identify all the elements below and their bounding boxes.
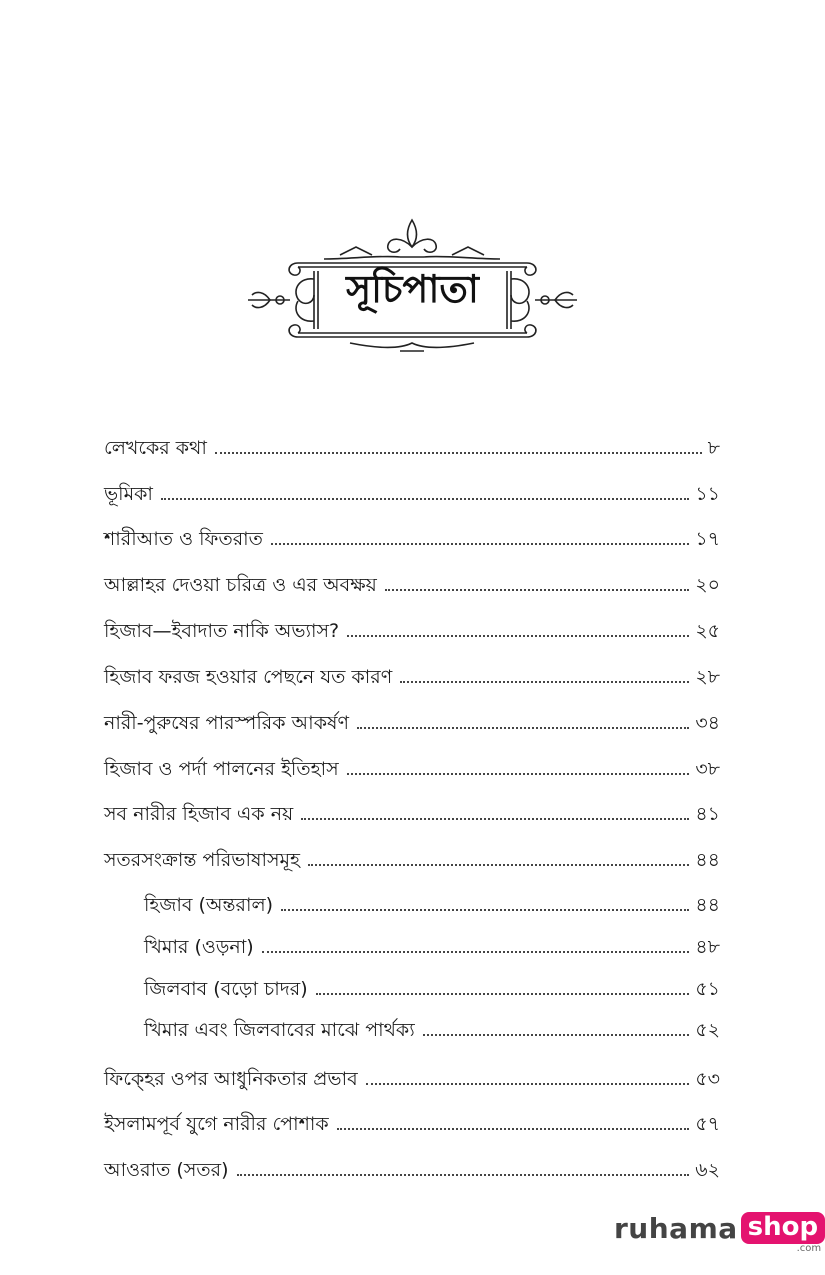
- toc-entry-title: আওরাত (সতর): [104, 1159, 229, 1181]
- toc-entry: [104, 657, 720, 689]
- logo-name: ruhama: [614, 1212, 738, 1245]
- toc-entry-page: ২৫: [695, 620, 720, 642]
- toc-entry-page: ১১: [695, 483, 720, 505]
- toc-entry: [104, 611, 720, 643]
- toc-entry: [104, 519, 720, 551]
- toc-entry-page: ৫১: [695, 978, 720, 1000]
- toc-entry-title: খিমার (ওড়না): [144, 936, 254, 958]
- dot-leader: [347, 773, 690, 775]
- toc-entry-title: হিজাব—ইবাদাত নাকি অভ্যাস?: [104, 620, 340, 642]
- dot-leader: [237, 1174, 690, 1176]
- toc-entry: [104, 565, 720, 597]
- toc-entry-title: ভূমিকা: [104, 483, 153, 505]
- dot-leader: [271, 543, 689, 545]
- toc-entry: [104, 794, 720, 826]
- toc-entry-page: ২০: [695, 574, 720, 596]
- toc-entry: [104, 1059, 720, 1091]
- toc-subentry: [144, 927, 720, 959]
- toc-subentry: [144, 969, 720, 1001]
- toc-entry: [104, 428, 720, 460]
- title-ornament-frame: [240, 215, 585, 360]
- toc-entry-title: হিজাব ফরজ হওয়ার পেছনে যত কারণ: [104, 666, 393, 688]
- toc-entry: [104, 703, 720, 735]
- dot-leader: [281, 909, 689, 911]
- dot-leader: [215, 452, 702, 454]
- dot-leader: [262, 951, 690, 953]
- dot-leader: [301, 818, 689, 820]
- toc-entry-title: জিলবাব (বড়ো চাদর): [144, 978, 308, 1000]
- toc-entry-page: ৫২: [695, 1019, 720, 1041]
- toc-entry-page: ৫৩: [695, 1068, 720, 1090]
- dot-leader: [308, 864, 689, 866]
- toc-entry-page: ৬২: [695, 1159, 720, 1181]
- dot-leader: [385, 589, 689, 591]
- toc-subentry: [144, 1010, 720, 1042]
- toc-entry-title: হিজাব (অন্তরাল): [144, 894, 274, 916]
- toc-entry-title: খিমার এবং জিলবাবের মাঝে পার্থক্য: [144, 1019, 415, 1041]
- toc-entry-title: লেখকের কথা: [104, 437, 207, 459]
- dot-leader: [347, 635, 689, 637]
- toc-entry-title: হিজাব ও পর্দা পালনের ইতিহাস: [104, 758, 339, 780]
- toc-entry-page: ৩৮: [695, 758, 720, 780]
- dot-leader: [366, 1083, 690, 1085]
- toc-entry-page: ৪৪: [695, 849, 720, 871]
- toc-entry-page: ৪৪: [695, 894, 720, 916]
- logo-badge: [741, 1212, 825, 1254]
- toc-entry-title: নারী-পুরুষের পারস্পরিক আকর্ষণ: [104, 712, 349, 734]
- toc-entry: [104, 474, 720, 506]
- toc-entry: [104, 1150, 720, 1182]
- dot-leader: [161, 498, 689, 500]
- toc-entry: [104, 749, 720, 781]
- toc-entry-page: ২৮: [695, 666, 720, 688]
- dot-leader: [400, 681, 689, 683]
- toc-entry-title: আল্লাহর দেওয়া চরিত্র ও এর অবক্ষয়: [104, 574, 377, 596]
- toc-entry-page: ৪৮: [695, 936, 720, 958]
- toc-entry-title: সতরসংক্রান্ত পরিভাষাসমূহ: [104, 849, 301, 871]
- toc-entry: [104, 1104, 720, 1136]
- dot-leader: [357, 727, 689, 729]
- toc-entry-page: ৫৭: [695, 1113, 720, 1135]
- toc-entry-page: ৪১: [695, 803, 720, 825]
- toc-entry-page: ১৭: [695, 528, 720, 550]
- dot-leader: [337, 1128, 690, 1130]
- page-title: সূচিপাতা: [346, 265, 479, 311]
- toc-entry-page: ৩৪: [695, 712, 720, 734]
- logo-shop-text: shop: [741, 1212, 825, 1244]
- toc-entry-title: ইসলামপূর্ব যুগে নারীর পোশাক: [104, 1113, 329, 1135]
- logo-domain: .com: [796, 1243, 822, 1254]
- toc-entry: [104, 840, 720, 872]
- dot-leader: [316, 993, 690, 995]
- watermark-logo: [614, 1212, 825, 1262]
- toc-subentry: [144, 885, 720, 917]
- toc-entry-page: ৮: [707, 437, 720, 459]
- toc-entry-title: ফিক্হের ওপর আধুনিকতার প্রভাব: [104, 1068, 358, 1090]
- toc-entry-title: শারীআত ও ফিতরাত: [104, 528, 263, 550]
- toc-entry-title: সব নারীর হিজাব এক নয়: [104, 803, 294, 825]
- dot-leader: [423, 1034, 690, 1036]
